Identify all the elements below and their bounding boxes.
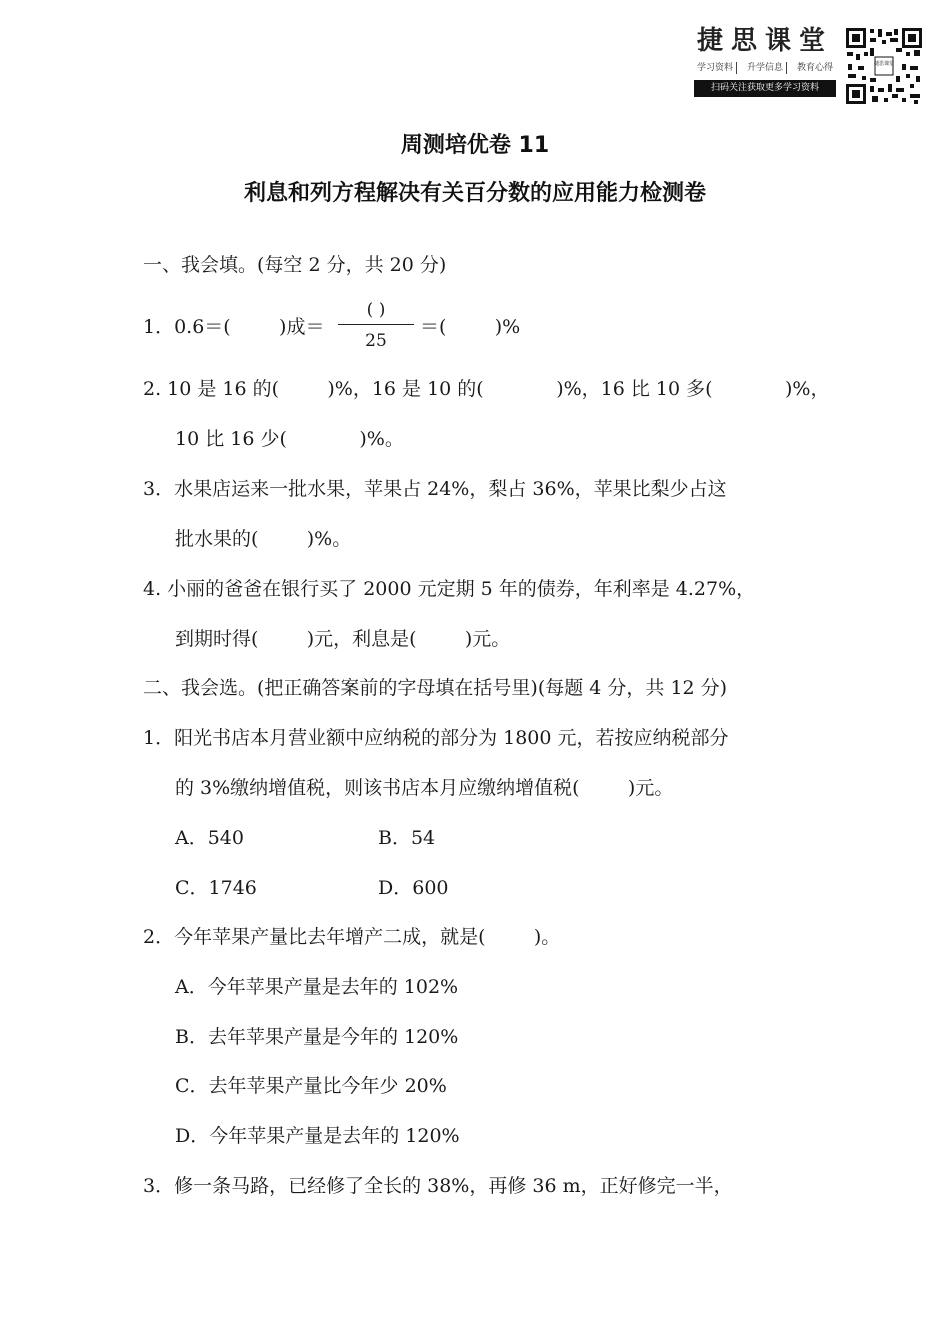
fraction (338, 298, 414, 353)
question-1-2-line2: 10 比 16 少( )%。 (175, 428, 404, 450)
section2-heading: 二、我会选。(把正确答案前的字母填在括号里)(每题 4 分，共 12 分) (143, 677, 728, 699)
question-1-4-line1: 4. 小丽的爸爸在银行买了 2000 元定期 5 年的债券，年利率是 4.27%， (143, 578, 756, 600)
brand-name: 捷思课堂 (696, 26, 833, 56)
brand-slogan: 扫码关注获取更多学习资料 (694, 80, 836, 97)
qr-center-text: 捷思课堂 (873, 61, 895, 67)
question-1-1-suffix: ＝( )% (420, 316, 521, 338)
question-1-3-line1: 3．水果店运来一批水果，苹果占 24%，梨占 36%，苹果比梨少占这 (143, 478, 727, 500)
brand-tag: 教育心得 (796, 63, 833, 73)
option-a: A．今年苹果产量是去年的 102% (175, 976, 459, 998)
page-title: 周测培优卷 11 (400, 133, 550, 158)
question-1-3-line2: 批水果的( )%。 (175, 528, 352, 550)
page-subtitle: 利息和列方程解决有关百分数的应用能力检测卷 (243, 181, 706, 206)
option-b: B．54 (378, 827, 436, 849)
option-d: D．600 (378, 877, 449, 899)
option-d: D．今年苹果产量是去年的 120% (175, 1125, 460, 1147)
option-c: C．去年苹果产量比今年少 20% (175, 1075, 447, 1097)
section1-heading: 一、我会填。(每空 2 分，共 20 分) (143, 254, 447, 276)
fraction-bar (338, 324, 414, 325)
question-1-2-line1: 2. 10 是 16 的( )%，16 是 10 的( )%，16 比 10 多( )%， (143, 378, 830, 400)
question-2-3-line1: 3．修一条马路，已经修了全长的 38%，再修 36 m，正好修完一半， (143, 1175, 733, 1197)
question-1-1-prefix: 1．0.6＝( )成＝ (143, 316, 325, 338)
question-2-1-line2: 的 3%缴纳增值税，则该书店本月应缴纳增值税( )元。 (175, 777, 674, 799)
brand-tags (694, 62, 836, 74)
option-b: B．去年苹果产量是今年的 120% (175, 1026, 459, 1048)
brand-header (694, 24, 836, 97)
option-c: C．1746 (175, 877, 257, 899)
question-2-2-line1: 2．今年苹果产量比去年增产二成，就是( )。 (143, 926, 561, 948)
fraction-numerator: ( ) (366, 300, 386, 320)
qr-code-icon (844, 26, 924, 106)
option-a: A．540 (175, 827, 244, 849)
question-1-4-line2: 到期时得( )元，利息是( )元。 (175, 628, 511, 650)
brand-tag: 升学信息 (744, 62, 787, 74)
question-2-1-line1: 1．阳光书店本月营业额中应纳税的部分为 1800 元，若按应纳税部分 (143, 727, 729, 749)
fraction-denominator: 25 (365, 331, 387, 351)
brand-tag: 学习资料 (694, 62, 737, 74)
